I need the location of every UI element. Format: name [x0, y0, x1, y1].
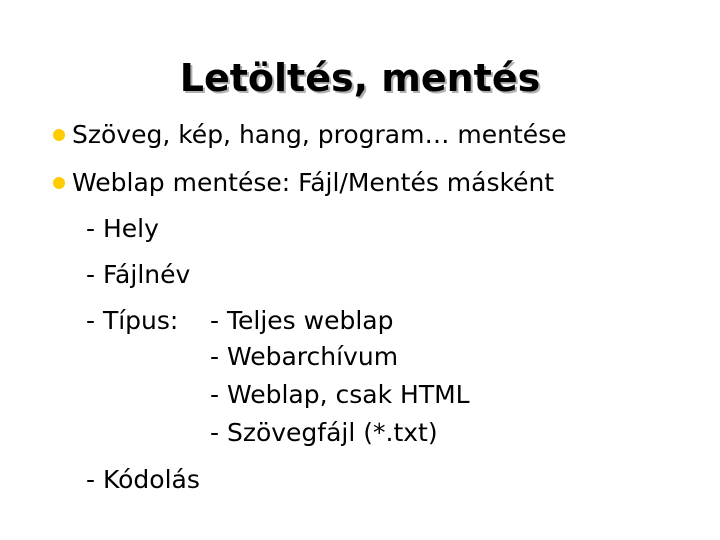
bullet-dot-icon [53, 129, 65, 141]
sub-item-location: - Hely [86, 214, 159, 243]
sub-item-encoding: - Kódolás [86, 465, 200, 494]
bullet-item-save-webpage: Weblap mentése: Fájl/Mentés másként [72, 168, 555, 197]
slide-title: Letöltés, mentés [179, 56, 541, 100]
sub-item-type: - Típus: [86, 306, 179, 335]
type-option-complete-webpage: - Teljes weblap [210, 306, 394, 335]
bullet-dot-icon [53, 177, 65, 189]
bullet-item-content-types: Szöveg, kép, hang, program… mentése [72, 120, 567, 149]
type-option-web-archive: - Webarchívum [210, 342, 399, 371]
type-option-html-only: - Weblap, csak HTML [210, 380, 470, 409]
type-option-text-file: - Szövegfájl (*.txt) [210, 418, 438, 447]
sub-item-filename: - Fájlnév [86, 260, 191, 289]
